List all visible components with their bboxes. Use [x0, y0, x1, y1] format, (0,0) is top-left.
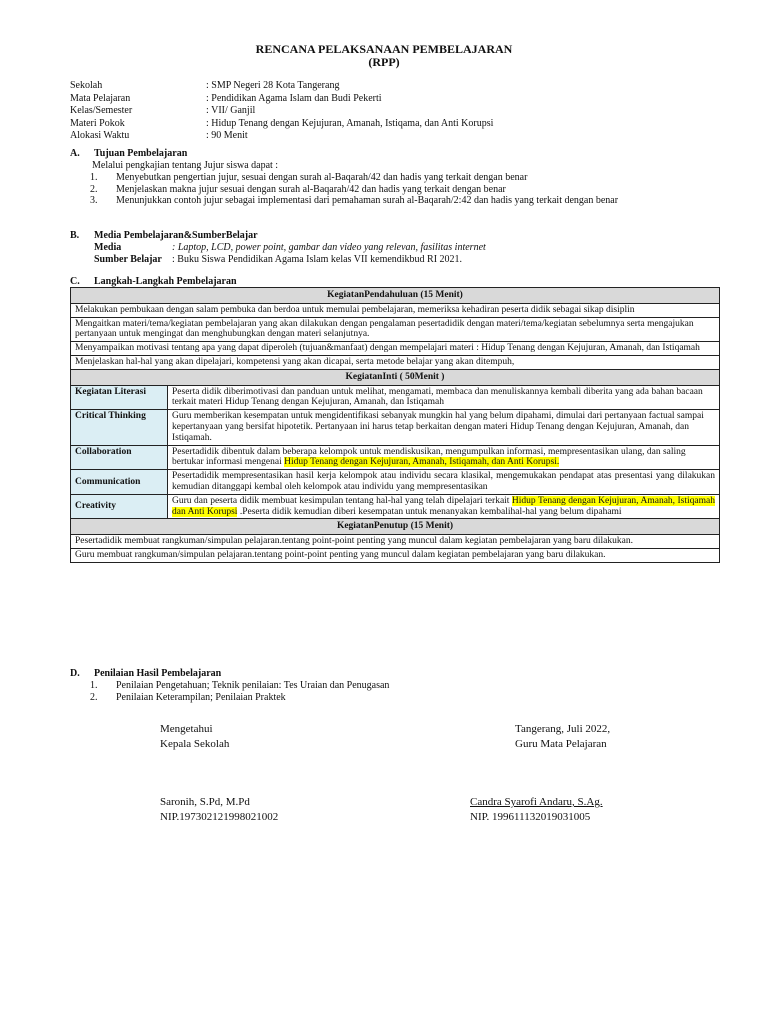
section-number: D. — [70, 668, 80, 679]
identity-key: Alokasi Waktu — [70, 130, 130, 142]
learning-steps-table — [70, 287, 720, 563]
identity-value: : SMP Negeri 28 Kota Tangerang — [206, 80, 340, 91]
assessment-list — [90, 680, 712, 703]
table-header-penutup: KegiatanPenutup (15 Menit) — [71, 519, 720, 535]
row-label: Collaboration — [71, 445, 168, 470]
table-header-pendahuluan: KegiatanPendahuluan (15 Menit) — [71, 288, 720, 304]
list-item — [90, 184, 712, 196]
section-number: B. — [70, 230, 80, 241]
section-title: Tujuan Pembelajaran — [94, 148, 188, 159]
signer-name: Candra Syarofi Andaru, S.Ag. — [470, 796, 603, 808]
list-item — [90, 692, 712, 704]
row-text — [168, 445, 720, 470]
section-title: Media Pembelajaran&SumberBelajar — [94, 230, 258, 241]
section-number: C. — [70, 276, 80, 287]
table-row: Menjelaskan hal-hal yang akan dipelajari, kompetensi yang akan dicapai, serta metode belajar yang akan ditempuh, — [71, 355, 720, 369]
table-row: Melakukan pembukaan dengan salam pembuka dan berdoa untuk memulai pembelajaran, memeriksa kehadiran peserta didik sebagai sikap disiplin — [71, 303, 720, 317]
row-label: Kegiatan Literasi — [71, 385, 168, 410]
table-header-inti: KegiatanInti ( 50Menit ) — [71, 369, 720, 385]
list-number: 1. — [90, 172, 98, 183]
media-label: Media — [94, 242, 122, 253]
section-title: Langkah-Langkah Pembelajaran — [94, 276, 237, 287]
row-text: Pesertadidik mempresentasikan hasil kerja kelompok atau individu secara klasikal, mengemukakan pendapat atas presentasi yang dilakukan kemudian ditanggapi kembal oleh kelompok atau individu yang mempresentasikan — [168, 470, 720, 495]
document-title: RENCANA PELAKSANAAN PEMBELAJARAN — [255, 42, 513, 56]
identity-key: Kelas/Semester — [70, 105, 133, 117]
sign-line: Mengetahui — [160, 723, 213, 735]
list-text: Menunjukkan contoh jujur sebagai implementasi dari pemahaman surah al-Baqarah/2:42 dan hadis yang terkait dengan benar — [116, 195, 619, 206]
signer-name: Saronih, S.Pd, M.Pd — [160, 796, 250, 808]
list-text: Penilaian Pengetahuan; Teknik penilaian: Tes Uraian dan Penugasan — [116, 680, 390, 691]
sign-line: Guru Mata Pelajaran — [515, 738, 607, 750]
list-item — [90, 195, 712, 207]
identity-key: Mata Pelajaran — [70, 92, 131, 104]
section-d-heading — [70, 668, 221, 679]
identity-value: : Hidup Tenang dengan Kejujuran, Amanah, Istiqama, dan Anti Korupsi — [206, 117, 494, 129]
source-label: Sumber Belajar — [94, 254, 162, 265]
signature-left — [160, 722, 229, 752]
identity-row — [70, 93, 493, 106]
signature-left-name — [160, 795, 278, 825]
table-row: Pesertadidik membuat rangkuman/simpulan pelajaran.tentang point-point penting yang muncul dalam kegiatan pembelajaran yang baru dilakukan. — [71, 535, 720, 549]
identity-key: Sekolah — [70, 80, 103, 91]
row-text-part: Pesertadidik dibentuk dalam beberapa kelompok untuk mendiskusikan, mengumpulkan informasi, mempresentasikan ulang, dan saling bertukar informasi mengenai — [172, 446, 686, 468]
row-label: Communication — [71, 470, 168, 495]
signer-nip: NIP. 199611132019031005 — [470, 811, 591, 823]
sign-line: Tangerang, Juli 2022, — [515, 723, 611, 735]
source-value: : Buku Siswa Pendidikan Agama Islam kelas VII kemendikbud RI 2021. — [172, 254, 463, 265]
row-label: Critical Thinking — [71, 410, 168, 445]
signature-right-name — [470, 795, 603, 825]
list-text: Menjelaskan makna jujur sesuai dengan surah al-Baqarah/42 dan hadis yang terkait dengan benar — [116, 183, 506, 195]
signature-right — [515, 722, 610, 752]
list-number: 3. — [90, 195, 98, 206]
media-row — [94, 242, 486, 253]
list-number: 2. — [90, 691, 98, 703]
row-text-part: .Peserta didik kemudian diberi kesempatan untuk menanyakan kembalihal-hal yang belum dipahami — [237, 506, 622, 517]
list-item — [90, 172, 712, 184]
section-number: A. — [70, 148, 80, 159]
sign-line: Kepala Sekolah — [160, 738, 230, 750]
section-c-heading — [70, 276, 237, 287]
identity-value: : VII/ Ganjil — [206, 105, 256, 117]
identity-value: : Pendidikan Agama Islam dan Budi Pekerti — [206, 92, 382, 104]
table-row: Mengaitkan materi/tema/kegiatan pembelajaran yang akan dilakukan dengan pengalaman pesertadidik dengan materi/tema/kegiatan sebelumnya serta mengajukan pertanyaan untuk mengingat dan menghubungkan dengan materi selanjutnya. — [71, 317, 720, 342]
objective-list — [90, 172, 712, 207]
identity-row — [70, 105, 493, 118]
row-text: Guru memberikan kesempatan untuk mengidentifikasi sebanyak mungkin hal yang belum dipahami, dimulai dari pertanyaan factual sampai kepertanyaan yang bersifat hipotetik. Pertanyaan ini harus tetap berkaitan dengan materi Hidup Tenang dengan Kejujuran, Amanah, dan Istiqamah. — [168, 410, 720, 445]
list-text: Penilaian Keterampilan; Penilaian Praktek — [116, 691, 286, 703]
document-subtitle: (RPP) — [368, 55, 400, 69]
section-title: Penilaian Hasil Pembelajaran — [94, 668, 222, 679]
media-value: : Laptop, LCD, power point, gambar dan video yang relevan, fasilitas internet — [172, 242, 486, 253]
identity-key: Materi Pokok — [70, 117, 125, 129]
identity-row — [70, 118, 493, 131]
identity-block — [70, 80, 493, 143]
source-row — [94, 254, 462, 265]
row-text-part: Guru dan peserta didik membuat kesimpulan tentang hal-hal yang telah dipelajari terkait — [172, 495, 512, 506]
table-row: Menyampaikan motivasi tentang apa yang dapat diperoleh (tujuan&manfaat) dengan mempelajari materi : Hidup Tenang dengan Kejujuran, Amanah, dan Istiqamah — [71, 342, 720, 356]
section-a-intro: Melalui pengkajian tentang Jujur siswa dapat : — [92, 160, 279, 171]
signer-nip: NIP.197302121998021002 — [160, 811, 279, 823]
list-text: Menyebutkan pengertian jujur, sesuai dengan surah al-Baqarah/42 dan hadis yang terkait dengan benar — [116, 172, 528, 183]
highlighted-text: Hidup Tenang dengan Kejujuran, Amanah, Istiqamah, dan Anti Korupsi. — [284, 457, 560, 468]
list-item — [90, 680, 712, 692]
identity-row — [70, 130, 493, 143]
section-b-heading — [70, 230, 258, 241]
row-label: Creativity — [71, 494, 168, 519]
row-text: Peserta didik diberimotivasi dan panduan untuk melihat, mengamati, membaca dan menuliskannya kembali diberita yang ada bahan bacaan terkait materi Hidup Tenang dengan Kejujuran, Amanah, dan Istiqamah — [168, 385, 720, 410]
identity-value: : 90 Menit — [206, 130, 248, 142]
list-number: 1. — [90, 680, 98, 691]
row-text — [168, 494, 720, 519]
list-number: 2. — [90, 183, 98, 195]
section-a-heading — [70, 148, 187, 159]
highlighted-text: Hidup Tenang dengan Kejujuran, Amanah, Istiqamah dan Anti Korupsi — [172, 495, 715, 517]
table-row: Guru membuat rangkuman/simpulan pelajaran.tentang point-point penting yang muncul dalam kegiatan pembelajaran yang baru dilakukan. — [71, 548, 720, 562]
identity-row — [70, 80, 493, 93]
